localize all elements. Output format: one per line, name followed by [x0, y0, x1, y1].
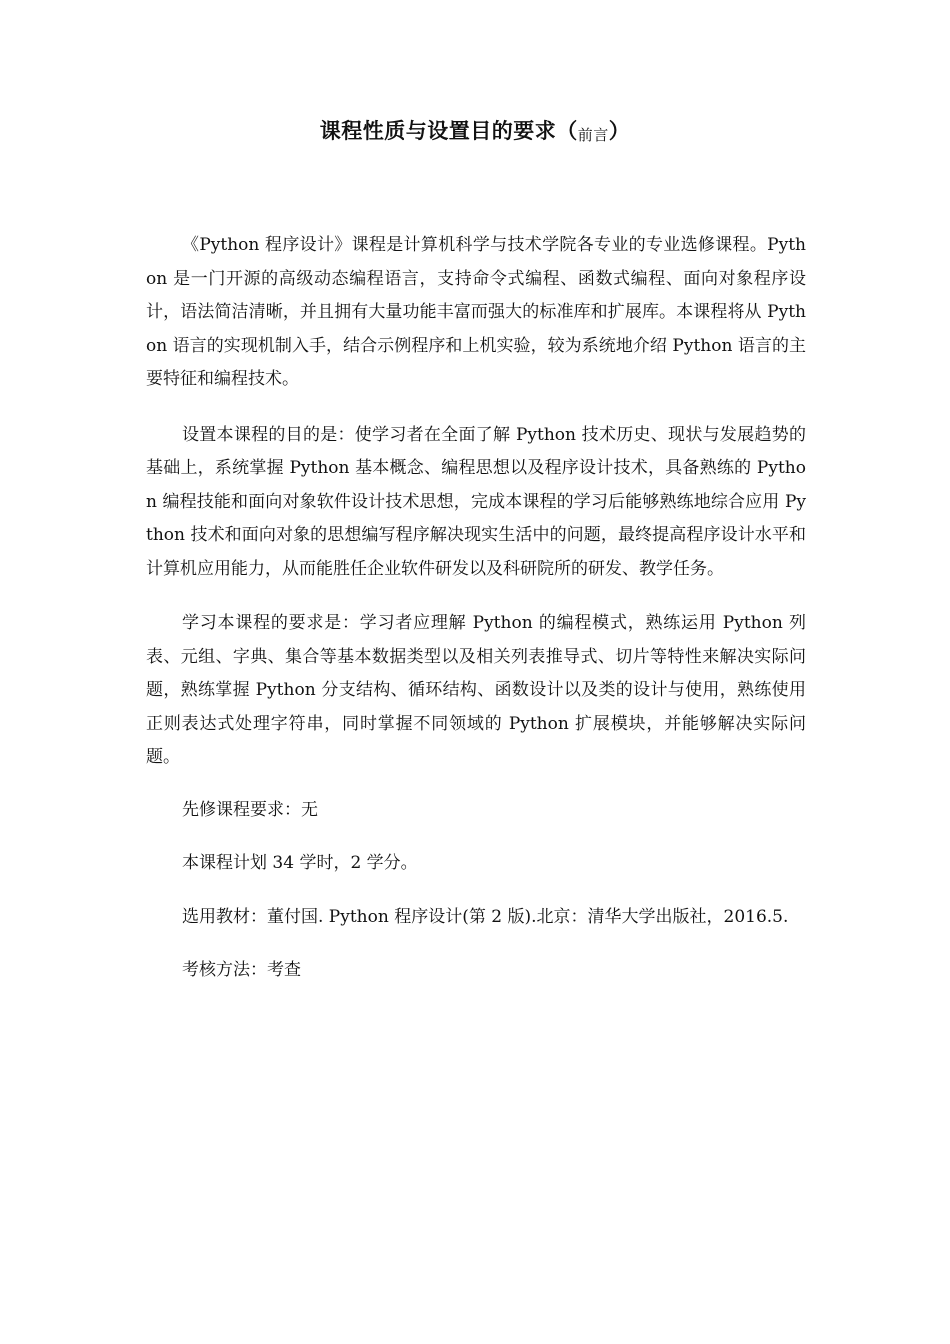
- assessment-line: 考核方法：考查: [182, 960, 301, 980]
- prerequisite-line: 先修课程要求：无: [182, 799, 318, 820]
- title-preface-label: 前言: [577, 126, 609, 144]
- paragraph-course-nature: 《Python 程序设计》课程是计算机科学与技术学院各专业的专业选修课程。Python 是一门开源的高级动态编程语言，支持命令式编程、函数式编程、面向对象程序设计，语法简洁清晰，并且拥有大量功能丰富而强大的标准库和扩展库。本课程将从 Python 语言的实现机制入手，结合示例程序和上机实验，较为系统地介绍 Python 语言的主要特征和编程技术。: [146, 235, 806, 389]
- title-close-paren: ）: [608, 119, 631, 143]
- page-title: [0, 116, 950, 148]
- title-main: 课程性质与设置目的要求（: [319, 119, 578, 143]
- credit-hours-line: 本课程计划 34 学时，2 学分。: [182, 853, 418, 873]
- textbook-line: 选用教材：董付国. Python 程序设计(第 2 版).北京：清华大学出版社，2016.5.: [182, 906, 789, 927]
- document-body: [146, 229, 806, 988]
- paragraph-course-requirements: 学习本课程的要求是：学习者应理解 Python 的编程模式，熟练运用 Python 列表、元组、字典、集合等基本数据类型以及相关列表推导式、切片等特性来解决实际问题，熟练掌握 Python 分支结构、循环结构、函数设计以及类的设计与使用，熟练使用正则表达式处理字符串，同时掌握不同领域的 Python 扩展模块，并能够解决实际问题。: [146, 613, 806, 767]
- paragraph-course-purpose: 设置本课程的目的是：使学习者在全面了解 Python 技术历史、现状与发展趋势的基础上，系统掌握 Python 基本概念、编程思想以及程序设计技术，具备熟练的 Python 编程技能和面向对象软件设计技术思想，完成本课程的学习后能够熟练地综合应用 Python 技术和面向对象的思想编写程序解决现实生活中的问题，最终提高程序设计水平和计算机应用能力，从而能胜任企业软件研发以及科研院所的研发、教学任务。: [146, 424, 806, 579]
